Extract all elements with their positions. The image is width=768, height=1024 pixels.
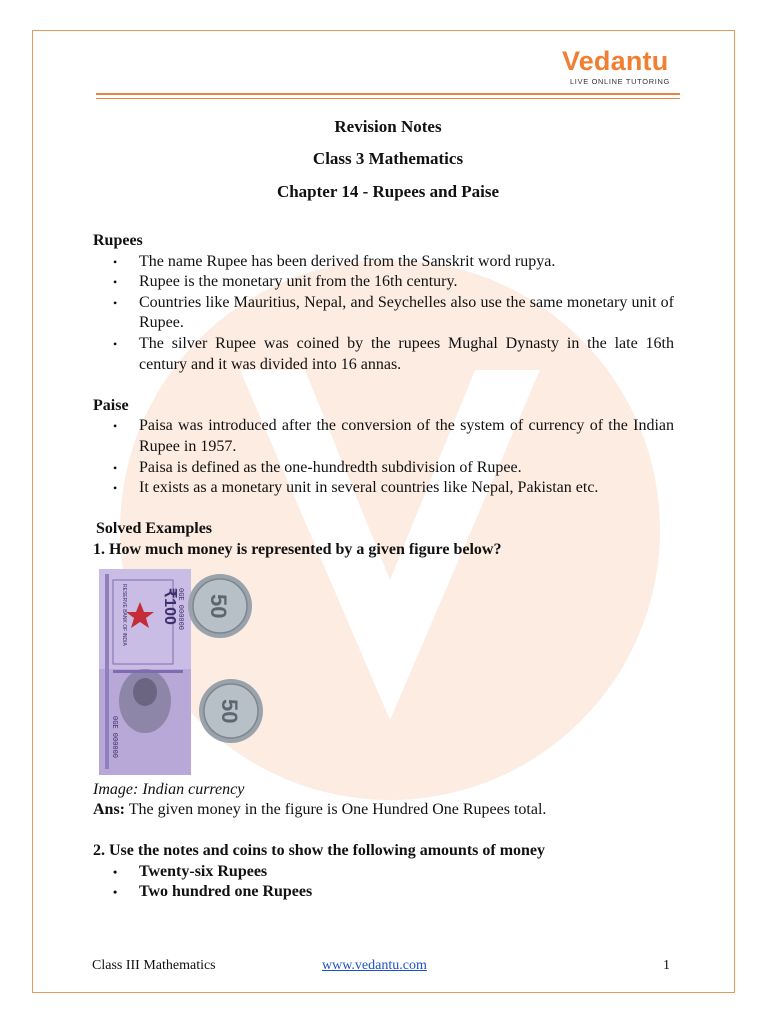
list-item: • Two hundred one Rupees xyxy=(93,882,674,903)
vedantu-logo[interactable] xyxy=(562,46,674,88)
fifty-paise-coin-image xyxy=(199,679,263,743)
list-item: • Paisa was introduced after the conversion of the system of currency of the Indian Rupee in 1957. xyxy=(93,416,674,457)
rupees-list xyxy=(93,252,674,376)
note-value-text: ₹100 xyxy=(161,587,178,625)
currency-illustration xyxy=(93,566,293,778)
question-2: 2. Use the notes and coins to show the following amounts of money xyxy=(93,842,546,860)
list-item: • The silver Rupee was coined by the rupees Mughal Dynasty in the late 16th century and it was divided into 16 annas. xyxy=(93,334,674,375)
list-item: • Paisa is defined as the one-hundredth subdivision of Rupee. xyxy=(93,458,674,479)
list-item: • Twenty-six Rupees xyxy=(93,862,674,883)
answer-text: The given money in the figure is One Hundred One Rupees total. xyxy=(125,801,547,819)
figure-caption: Image: Indian currency xyxy=(93,780,245,798)
document-body xyxy=(93,231,674,903)
logo-wordmark: Vedantu xyxy=(562,46,669,76)
answer-line xyxy=(93,800,674,821)
list-item: • Rupee is the monetary unit from the 16th century. xyxy=(93,272,674,293)
coin-value-text: 50 xyxy=(206,593,231,618)
page-number: 1 xyxy=(663,958,670,973)
currency-figure xyxy=(93,566,293,778)
note-serial-text: 0GE 000000 xyxy=(176,587,184,630)
list-item: • Countries like Mauritius, Nepal, and Seychelles also use the same monetary unit of Rupee. xyxy=(93,293,674,334)
title-class: Class 3 Mathematics xyxy=(312,149,464,168)
fifty-paise-coin-image xyxy=(188,574,252,638)
answer-label: Ans: xyxy=(93,801,126,819)
list-item: • It exists as a monetary unit in several countries like Nepal, Pakistan etc. xyxy=(93,478,674,499)
note-bank-text: RESERVE BANK OF INDIA xyxy=(121,583,127,646)
header-rule xyxy=(96,93,680,95)
footer-website-link[interactable]: www.vedantu.com xyxy=(322,958,427,973)
section-heading-paise: Paise xyxy=(93,396,129,414)
note-serial-text-lower: 0GE 000000 xyxy=(110,715,118,758)
hundred-rupee-note-image xyxy=(99,569,191,775)
title-revision-notes: Revision Notes xyxy=(334,117,442,136)
paise-list xyxy=(93,416,674,498)
section-heading-solved-examples: Solved Examples xyxy=(96,520,213,538)
logo-tagline: LIVE ONLINE TUTORING xyxy=(570,77,670,86)
coin-value-text: 50 xyxy=(217,698,242,723)
header-rule-thin xyxy=(96,98,680,99)
section-heading-rupees: Rupees xyxy=(93,232,143,249)
footer-class-label: Class III Mathematics xyxy=(92,958,216,973)
list-item: • The name Rupee has been derived from the Sanskrit word rupya. xyxy=(93,252,674,273)
question-2-list xyxy=(93,862,674,903)
question-1: 1. How much money is represented by a given figure below? xyxy=(93,540,502,558)
title-chapter: Chapter 14 - Rupees and Paise xyxy=(276,182,500,201)
